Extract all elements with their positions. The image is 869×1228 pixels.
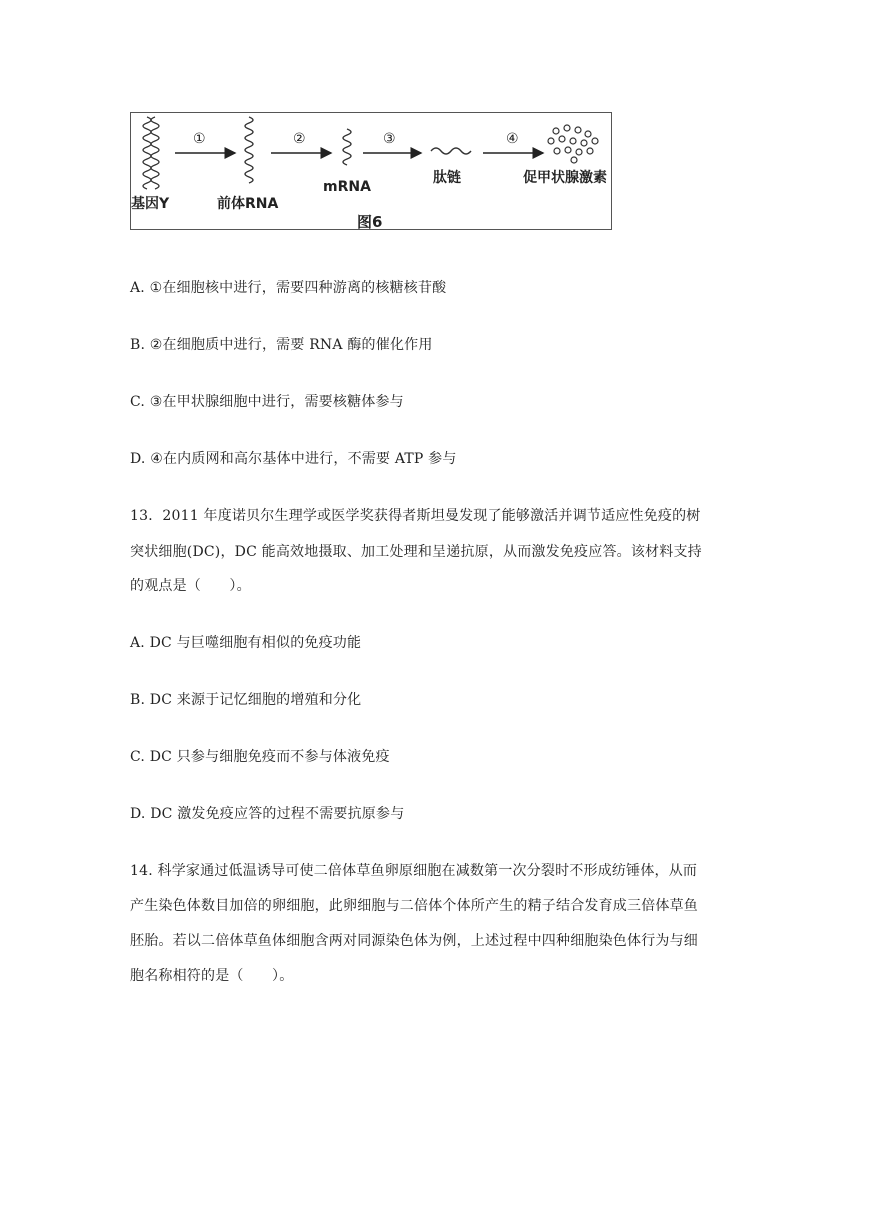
mrna-label: mRNA [323,179,371,195]
pre-rna-label: 前体RNA [217,196,279,212]
q14-stem-line-1: 14. 科学家通过低温诱导可使二倍体草鱼卵原细胞在减数第一次分裂时不形成纺锤体，从而 [130,863,698,879]
figure-6 [130,112,612,230]
q13-option-d: D. DC 激发免疫应答的过程不需要抗原参与 [130,806,405,822]
q13-option-c: C. DC 只参与细胞免疫而不参与体液免疫 [130,749,390,765]
q13-stem-line-3: 的观点是（ ）。 [130,578,251,594]
step-4-label: ④ [506,131,519,147]
mrna-strand-icon [343,129,351,165]
q13-stem-line-2: 突状细胞(DC)，DC 能高效地摄取、加工处理和呈递抗原，从而激发免疫应答。该材料支持 [130,544,702,560]
gene-label: 基因Y [131,196,170,212]
q13-option-a: A. DC 与巨噬细胞有相似的免疫功能 [130,635,362,651]
q13-stem-line-1: 13．2011 年度诺贝尔生理学或医学奖获得者斯坦曼发现了能够激活并调节适应性免疫的树 [130,508,701,524]
peptide-chain-icon [431,148,471,154]
pre-rna-strand-icon [245,117,253,183]
q12-option-a: A. ①在细胞核中进行，需要四种游离的核糖核苷酸 [130,280,447,296]
gene-helix-icon [143,117,159,189]
q14-stem-line-3: 胚胎。若以二倍体草鱼体细胞含两对同源染色体为例，上述过程中四种细胞染色体行为与细 [130,933,698,949]
step-3-label: ③ [383,131,396,147]
q14-stem-line-4: 胞名称相符的是（ ）。 [130,968,294,984]
figure-caption: 图6 [357,213,383,231]
hormone-molecules-icon [548,125,598,163]
q12-option-c: C. ③在甲状腺细胞中进行，需要核糖体参与 [130,394,404,410]
step-1-label: ① [193,131,206,147]
q12-option-d: D. ④在内质网和高尔基体中进行，不需要 ATP 参与 [130,451,457,467]
step-2-label: ② [293,131,306,147]
peptide-label: 肽链 [433,170,461,186]
q12-option-b: B. ②在细胞质中进行，需要 RNA 酶的催化作用 [130,337,433,353]
q13-option-b: B. DC 来源于记忆细胞的增殖和分化 [130,692,362,708]
q14-stem-line-2: 产生染色体数目加倍的卵细胞，此卵细胞与二倍体个体所产生的精子结合发育成三倍体草鱼 [130,898,698,914]
hormone-label: 促甲状腺激素 [523,170,607,186]
